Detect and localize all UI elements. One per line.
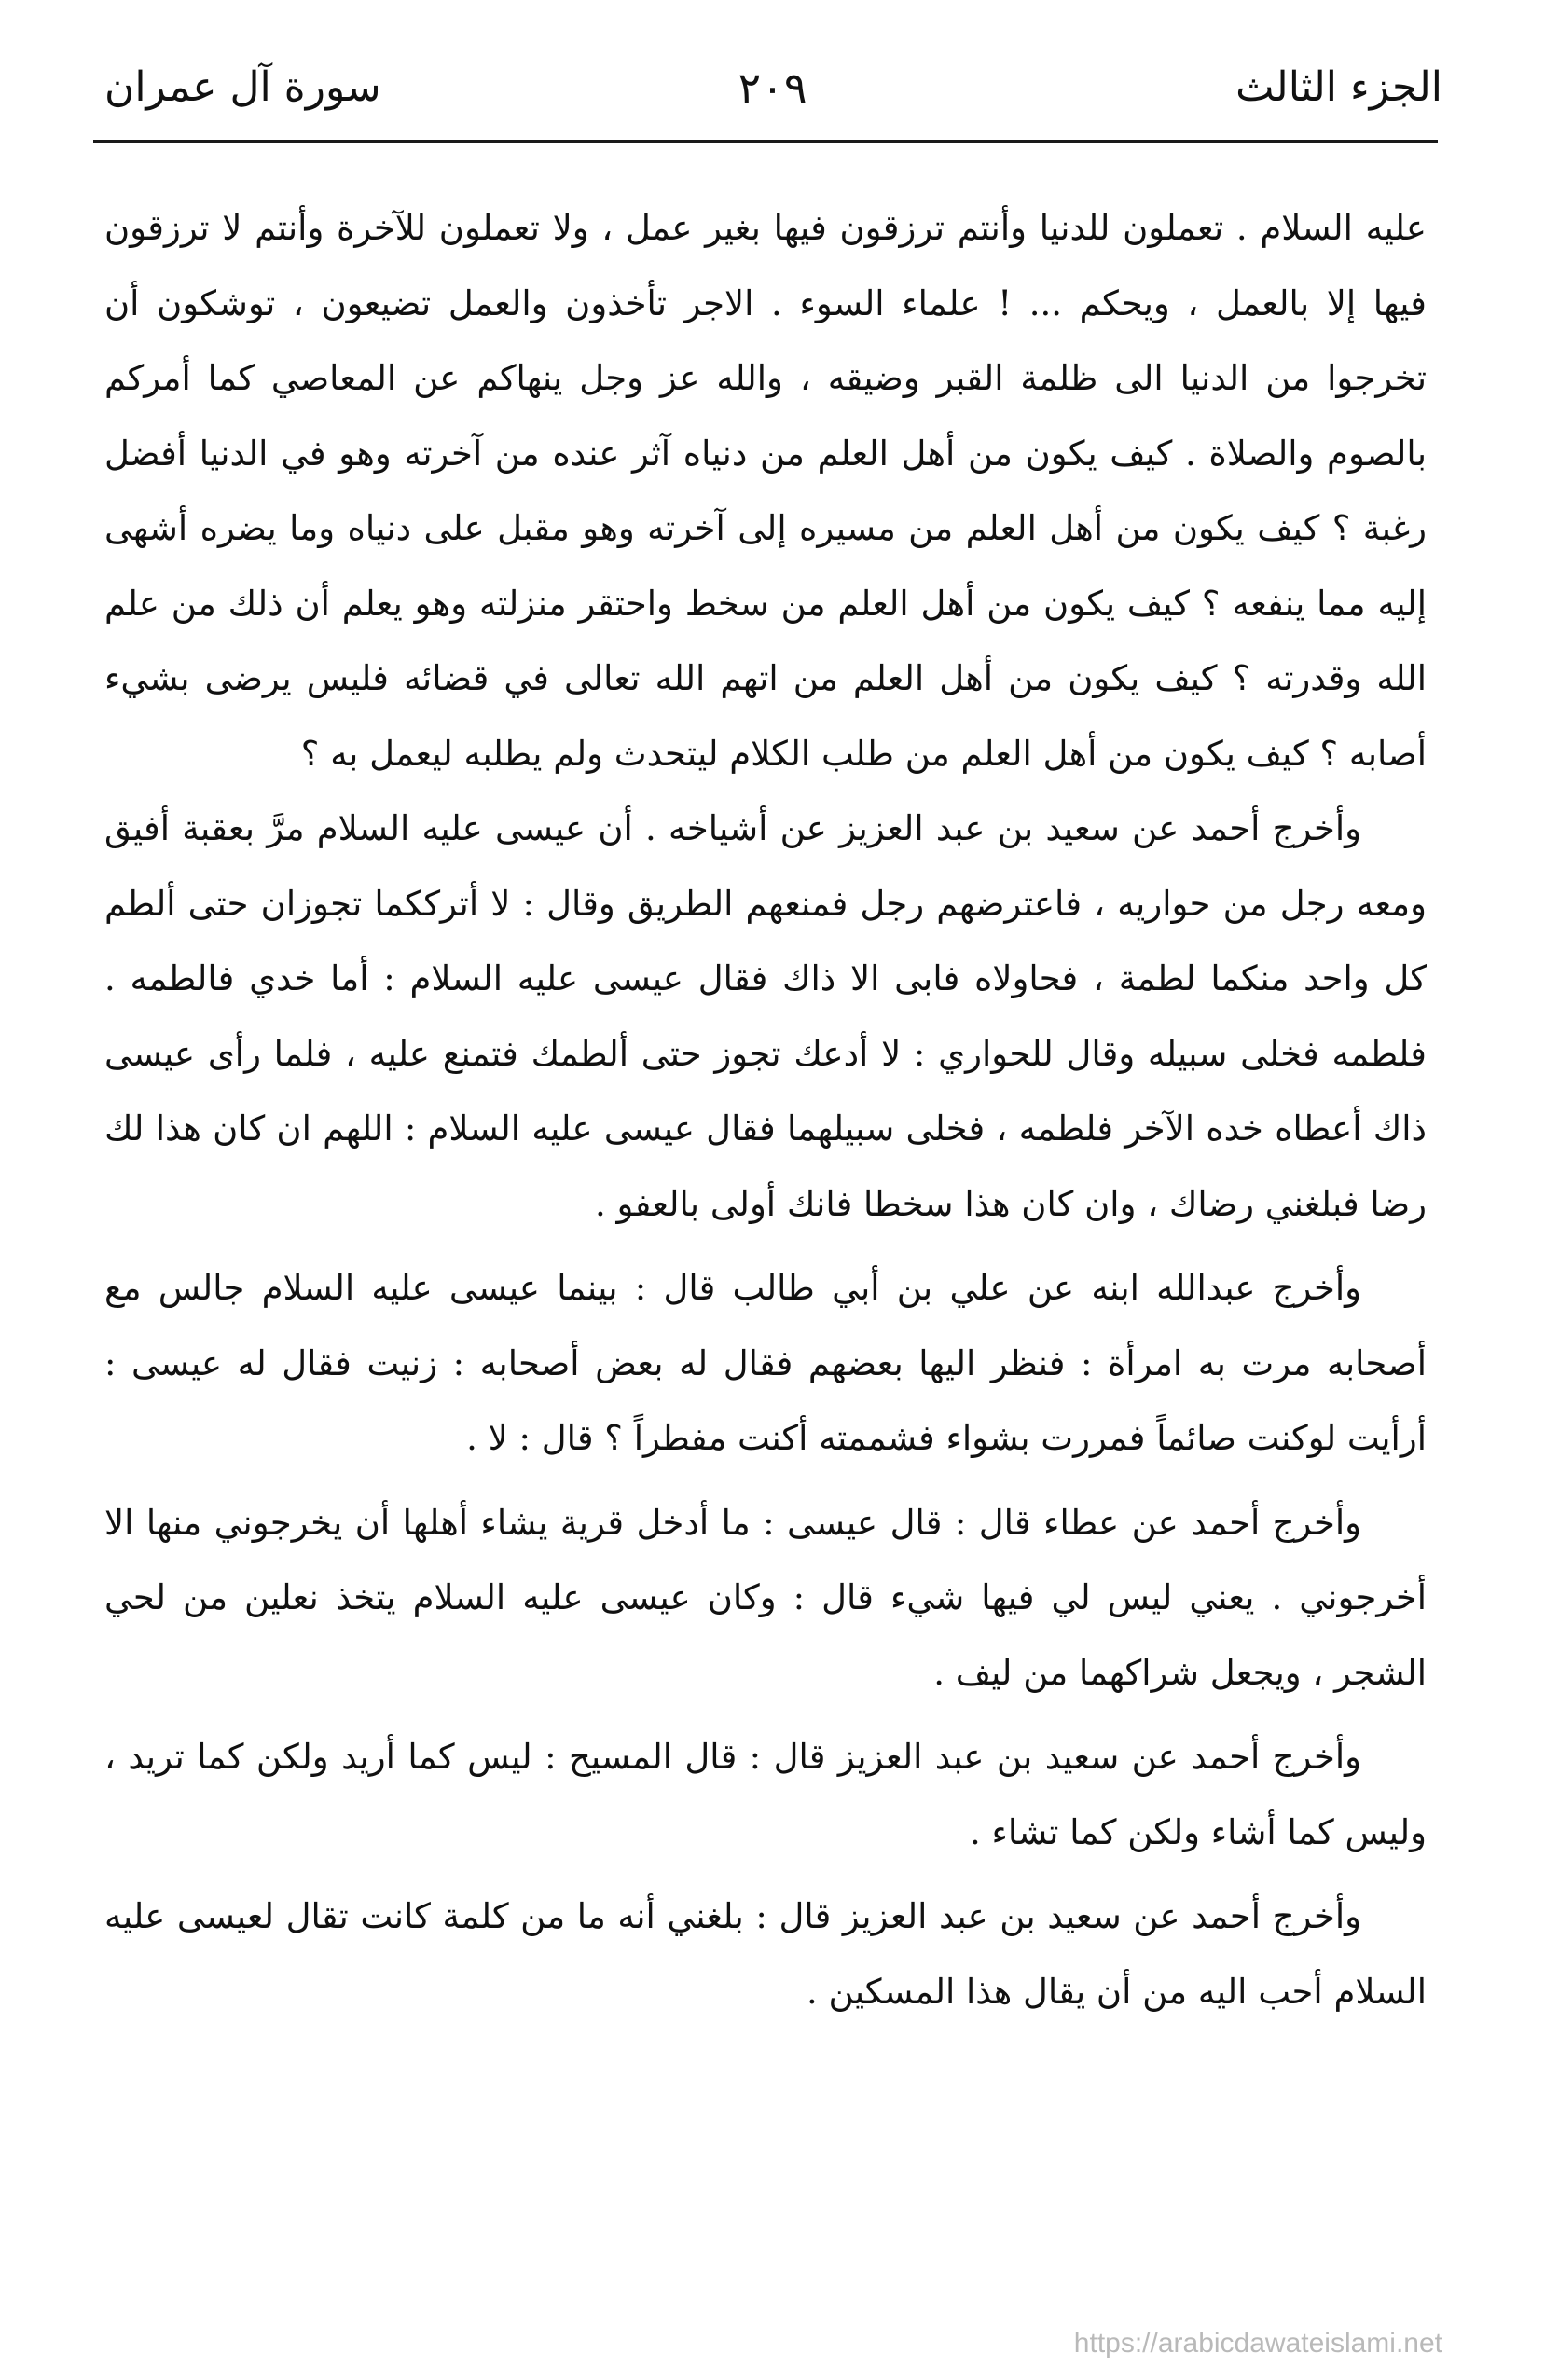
page-header <box>93 58 1452 132</box>
part-title: الجزء الثالث <box>1235 63 1442 111</box>
page-body <box>104 191 1427 2029</box>
surah-title: سورة آل عمران <box>104 63 381 111</box>
paragraph: وأخرج أحمد عن سعيد بن عبد العزيز قال : بلغني أنه ما من كلمة كانت تقال لعيسى عليه السلام أحب اليه من أن يقال هذا المسكين . <box>104 1896 1427 2012</box>
paragraph: عليه السلام . تعملون للدنيا وأنتم ترزقون فيها بغير عمل ، ولا تعملون للآخرة وأنتم لا ترزقون فيها إلا بالعمل ، ويحكم ... ! علماء السوء . الاجر تأخذون والعمل تضيعون ، توشكون أن تخرجوا من الدنيا الى ظلمة القبر وضيقه ، والله عز وجل ينهاكم عن المعاصي كما أمركم بالصوم والصلاة . كيف يكون من أهل العلم من دنياه آثر عنده من آخرته وهو في الدنيا أفضل رغبة ؟ كيف يكون من أهل العلم من مسيره إلى آخرته وهو مقبل على دنياه وما يضره أشهى إليه مما ينفعه ؟ كيف يكون من أهل العلم من سخط واحتقر منزلته وهو يعلم أن ذلك من علم الله وقدرته ؟ كيف يكون من أهل العلم من اتهم الله تعالى في قضائه فليس يرضى بشيء أصابه ؟ كيف يكون من أهل العلم من طلب الكلام ليتحدث ولم يطلبه ليعمل به ؟ <box>104 208 1427 774</box>
paragraph: وأخرج أحمد عن سعيد بن عبد العزيز قال : قال المسيح : ليس كما أريد ولكن كما تريد ، وليس كما أشاء ولكن كما تشاء . <box>104 1737 1427 1852</box>
paragraph: وأخرج عبدالله ابنه عن علي بن أبي طالب قال : بينما عيسى عليه السلام جالس مع أصحابه مرت به امرأة : فنظر اليها بعضهم فقال له بعض أصحابه : زنيت فقال له عيسى : أرأيت لوكنت صائماً فمررت بشواء فشممته أكنت مفطراً ؟ قال : لا . <box>104 1268 1427 1458</box>
header-divider <box>93 140 1438 143</box>
paragraph: وأخرج أحمد عن عطاء قال : قال عيسى : ما أدخل قرية يشاء أهلها أن يخرجوني منها الا أخرجوني . يعني ليس لي فيها شيء قال : وكان عيسى عليه السلام يتخذ نعلين من لحي الشجر ، ويجعل شراكهما من ليف . <box>104 1502 1427 1693</box>
page-number: ٢٠٩ <box>738 62 807 113</box>
paragraph: وأخرج أحمد عن سعيد بن عبد العزيز عن أشياخه . أن عيسى عليه السلام مرَّ بعقبة أفيق ومعه رجل من حواريه ، فاعترضهم رجل فمنعهم الطريق وقال : لا أترككما تجوزان حتى ألطم كل واحد منكما لطمة ، فحاولاه فابى الا ذاك فقال عيسى عليه السلام : أما خدي فالطمه . فلطمه فخلى سبيله وقال للحواري : لا أدعك تجوز حتى ألطمك فتمنع عليه ، فلما رأى عيسى ذاك أعطاه خده الآخر فلطمه ، فخلى سبيلهما فقال عيسى عليه السلام : اللهم ان كان هذا لك رضا فبلغني رضاك ، وان كان هذا سخطا فانك أولى بالعفو . <box>104 808 1427 1224</box>
watermark-url: https://arabicdawateislami.net <box>1073 2328 1442 2359</box>
